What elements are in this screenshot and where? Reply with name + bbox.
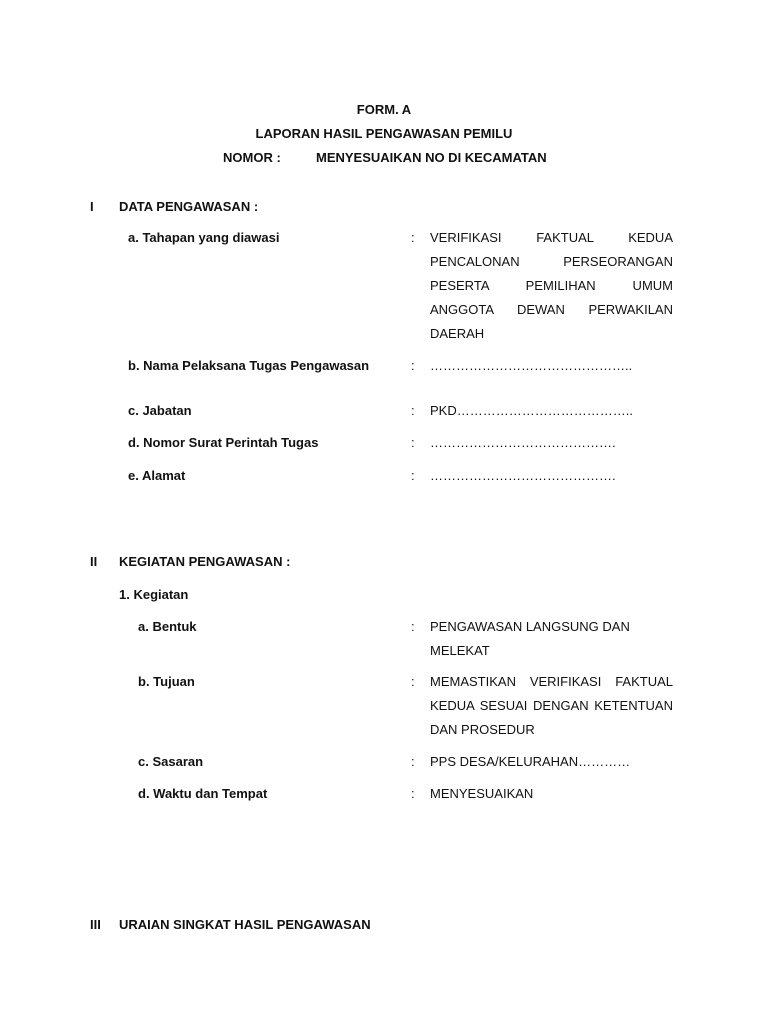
tahapan-line-5: DAERAH xyxy=(430,326,485,341)
field-tahapan-value xyxy=(430,226,673,346)
field-waktu-tempat-value: MENYESUAIKAN xyxy=(430,786,534,801)
field-bentuk-label: a. Bentuk xyxy=(138,619,197,634)
field-nomor-surat-label: d. Nomor Surat Perintah Tugas xyxy=(128,435,319,450)
section-2-number: II xyxy=(90,554,98,569)
subsection-kegiatan: 1. Kegiatan xyxy=(119,587,189,602)
nomor-value: MENYESUAIKAN NO DI KECAMATAN xyxy=(316,150,547,165)
field-tujuan-value xyxy=(430,670,673,742)
section-1-number: I xyxy=(90,199,94,214)
field-tujuan-label: b. Tujuan xyxy=(138,674,195,689)
section-3-title: URAIAN SINGKAT HASIL PENGAWASAN xyxy=(119,917,371,932)
field-waktu-tempat-label: d. Waktu dan Tempat xyxy=(138,786,268,801)
tahapan-line-4: ANGGOTA DEWAN PERWAKILAN xyxy=(430,302,673,317)
bentuk-line-2: MELEKAT xyxy=(430,643,490,658)
tahapan-line-3: PESERTA PEMILIHAN UMUM xyxy=(430,278,673,293)
tujuan-line-2: KEDUA SESUAI DENGAN KETENTUAN xyxy=(430,698,673,713)
field-alamat-colon: : xyxy=(411,468,415,483)
field-nama-pelaksana-label: b. Nama Pelaksana Tugas Pengawasan xyxy=(128,358,370,373)
field-nomor-surat-value: ……………………………………. xyxy=(430,435,616,450)
field-tahapan-colon: : xyxy=(411,230,415,245)
field-alamat-value: ……………………………………. xyxy=(430,468,616,483)
field-sasaran-value: PPS DESA/KELURAHAN………… xyxy=(430,754,631,769)
document-title: LAPORAN HASIL PENGAWASAN PEMILU xyxy=(255,126,513,141)
field-bentuk-value xyxy=(430,615,673,663)
field-waktu-tempat-colon: : xyxy=(411,786,415,801)
field-bentuk-colon: : xyxy=(411,619,415,634)
field-alamat-label: e. Alamat xyxy=(128,468,186,483)
field-nama-pelaksana-value: ……………………………………….. xyxy=(430,358,633,373)
tahapan-line-1: VERIFIKASI FAKTUAL KEDUA xyxy=(430,230,673,245)
field-jabatan-colon: : xyxy=(411,403,415,418)
tujuan-line-3: DAN PROSEDUR xyxy=(430,722,535,737)
field-jabatan-value: PKD………………………………….. xyxy=(430,403,633,418)
field-jabatan-label: c. Jabatan xyxy=(128,403,192,418)
field-tujuan-colon: : xyxy=(411,674,415,689)
tahapan-line-2: PENCALONAN PERSEORANGAN xyxy=(430,254,673,269)
section-1-title: DATA PENGAWASAN : xyxy=(119,199,259,214)
section-2-title: KEGIATAN PENGAWASAN : xyxy=(119,554,291,569)
field-sasaran-label: c. Sasaran xyxy=(138,754,204,769)
tujuan-line-1: MEMASTIKAN VERIFIKASI FAKTUAL xyxy=(430,674,673,689)
section-3-number: III xyxy=(90,917,101,932)
field-nama-pelaksana-colon: : xyxy=(411,358,415,373)
form-code: FORM. A xyxy=(356,102,412,117)
field-nomor-surat-colon: : xyxy=(411,435,415,450)
field-sasaran-colon: : xyxy=(411,754,415,769)
field-tahapan-label: a. Tahapan yang diawasi xyxy=(128,230,280,245)
bentuk-line-1: PENGAWASAN LANGSUNG DAN xyxy=(430,619,630,634)
nomor-label: NOMOR : xyxy=(223,150,281,165)
